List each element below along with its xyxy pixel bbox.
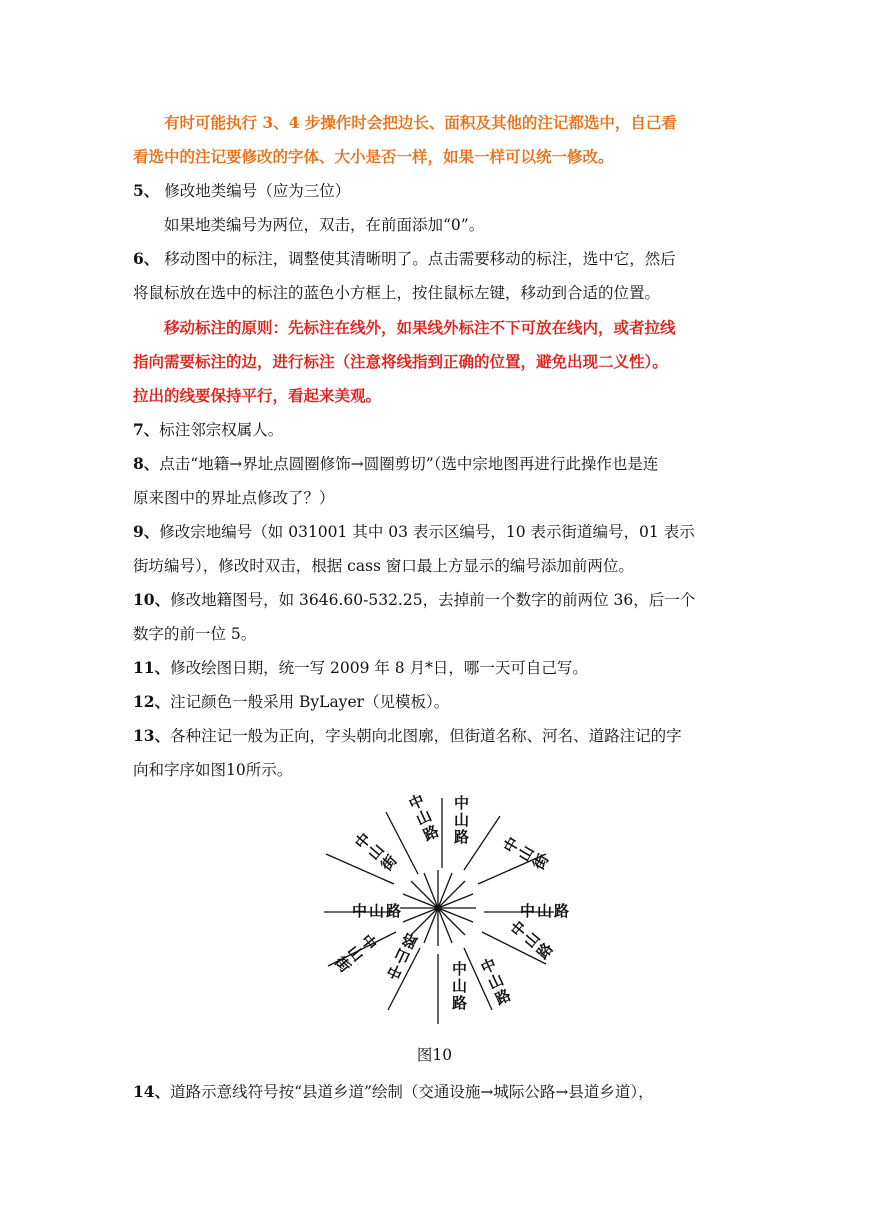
- road-label-ne: [478, 834, 552, 884]
- center-dot: [435, 905, 441, 911]
- item-14: [133, 1075, 743, 1110]
- road-label-nw: [326, 829, 401, 884]
- item-10-number: 10、: [133, 590, 171, 609]
- road-label-sse: [464, 948, 514, 1010]
- road-label-sse-text: 中山路: [478, 954, 514, 1009]
- item-12-text: 注记颜色一般采用 ByLayer（见模板）。: [170, 693, 450, 711]
- rule-line-2: 指向需要标注的边，进行标注（注意将线指到正确的位置，避免出现二义性）。: [133, 352, 668, 371]
- item-11-text: 修改绘图日期，统一写 2009 年 8 月*日，哪一天可自己写。: [170, 659, 588, 677]
- item-10-text: 修改地籍图号，如 3646.60-532.25，去掉前一个数字的前两位 36，后一个: [170, 591, 696, 609]
- item-6-line-2: 将鼠标放在选中的标注的蓝色小方框上，按住鼠标左键，移动到合适的位置。: [133, 284, 661, 302]
- item-13-line-2: 向和字序如图10所示。: [133, 761, 293, 779]
- item-13-number: 13、: [133, 726, 171, 745]
- item-5: [133, 174, 743, 209]
- item-11: [133, 651, 743, 686]
- note-paragraph-line-2: 看选中的注记要修改的字体、大小是否一样，如果一样可以统一修改。: [133, 147, 614, 166]
- road-label-n-text: 中山路: [454, 794, 470, 846]
- road-label-w: [324, 902, 401, 920]
- item-13-text: 各种注记一般为正向，字头朝向北图廓，但街道名称、河名、道路注记的字: [170, 727, 682, 745]
- road-label-e-text: 中 山 路: [520, 902, 570, 920]
- rule-line-3: 拉出的线要保持平行，看起来美观。: [133, 386, 382, 405]
- item-12-number: 12、: [133, 692, 171, 711]
- item-12: [133, 685, 743, 720]
- item-8-line-1: [133, 447, 743, 482]
- road-label-e: [484, 902, 569, 920]
- road-label-sw-text: 中山街: [330, 931, 381, 976]
- road-label-n: [454, 794, 469, 846]
- road-label-s: [438, 954, 467, 1024]
- road-label-ssw: [384, 929, 420, 1010]
- item-14-text: 道路示意线符号按“县道乡道”绘制（交通设施→城际公路→县道乡道），: [170, 1083, 654, 1101]
- item-7: [133, 413, 743, 448]
- road-label-nw-text: 中山街: [351, 829, 401, 875]
- item-5-text: 修改地类编号（应为三位）: [159, 182, 351, 200]
- item-10-line-1: [133, 583, 743, 618]
- item-11-number: 11、: [133, 658, 171, 677]
- item-14-number: 14、: [133, 1082, 171, 1101]
- item-6-number: 6、: [133, 249, 160, 268]
- item-13-line-1: [133, 719, 743, 754]
- road-label-se-text: 中山路: [507, 917, 557, 963]
- item-5-detail: 如果地类编号为两位，双击，在前面添加“0”。: [164, 216, 485, 234]
- road-label-ssw-text: 中山路: [384, 929, 421, 983]
- road-line-top-right: [464, 816, 500, 870]
- item-9-number: 9、: [133, 522, 160, 541]
- road-diagram-svg: [314, 788, 574, 1048]
- item-8-number: 8、: [133, 454, 160, 473]
- road-label-ne-text: 中山街: [499, 833, 553, 873]
- road-label-se: [482, 917, 557, 964]
- figure-caption: 图10: [416, 1046, 453, 1064]
- item-7-text: 标注邻宗权属人。: [159, 421, 284, 439]
- item-9-text: 修改宗地编号（如 031001 其中 03 表示区编号，10 表示街道编号，01 表示: [159, 523, 695, 541]
- road-label-nnw-text: 中山路: [406, 790, 442, 845]
- item-7-number: 7、: [133, 420, 160, 439]
- item-9-line-1: [133, 515, 743, 550]
- rule-line-1: 移动标注的原则：先标注在线外，如果线外标注不下可放在线内，或者拉线: [164, 318, 676, 337]
- road-label-s-text: 中山路: [452, 960, 468, 1012]
- item-6-text: 移动图中的标注，调整使其清晰明了。点击需要移动的标注，选中它，然后: [159, 250, 676, 268]
- road-label-sw: [328, 930, 396, 976]
- note-paragraph-line-1: 有时可能执行 3、4 步操作时会把边长、面积及其他的注记都选中，自己看: [164, 113, 677, 132]
- item-6-line-1: [133, 242, 743, 277]
- road-label-orientation-figure: [314, 788, 574, 1048]
- item-5-number: 5、: [133, 181, 160, 200]
- item-8-line-2: 原来图中的界址点修改了？）: [133, 489, 335, 507]
- road-label-w-text: 中 山 路: [352, 902, 402, 920]
- item-10-line-2: 数字的前一位 5。: [133, 625, 257, 643]
- item-9-line-2: 街坊编号），修改时双击，根据 cass 窗口最上方显示的编号添加前两位。: [133, 557, 634, 575]
- item-8-text: 点击“地籍→界址点圆圈修饰→圆圈剪切”（选中宗地图再进行此操作也是连: [159, 455, 659, 473]
